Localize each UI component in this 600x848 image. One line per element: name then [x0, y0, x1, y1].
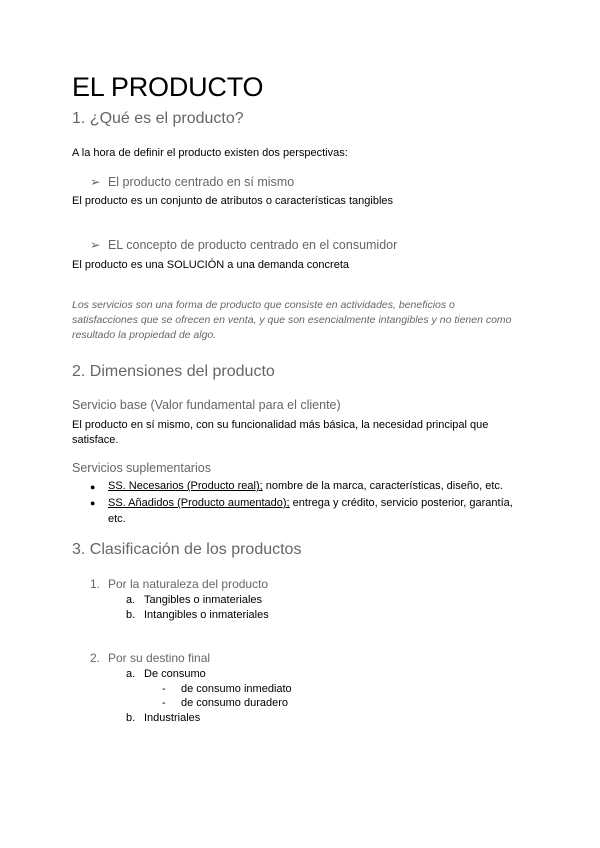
bullet-1-label: SS. Necesarios (Producto real); — [108, 480, 263, 492]
base-service-heading: Servicio base (Valor fundamental para el cliente) — [72, 398, 341, 412]
classification-2a-text: De consumo — [144, 668, 206, 680]
classification-2b-text: Industriales — [144, 712, 201, 724]
list-letter: a. — [126, 668, 136, 680]
bullet-icon: ● — [90, 498, 96, 508]
list-number: 1. — [90, 577, 101, 591]
list-letter: b. — [126, 609, 136, 621]
list-number: 2. — [90, 651, 101, 665]
perspective-2-label: EL concepto de producto centrado en el consumidor — [107, 238, 398, 252]
classification-1b-text: Intangibles o inmateriales — [144, 609, 269, 621]
arrow-icon: ➢ — [90, 175, 101, 189]
perspective-2-heading — [90, 237, 397, 252]
base-service-text: El producto en sí mismo, con su funcionalidad más básica, la necesidad principal que satisface. — [72, 419, 489, 446]
bullet-2-text: entrega y crédito, servicio posterior, garantía, etc. — [108, 497, 513, 525]
perspective-1-heading — [90, 174, 294, 189]
bullet-item-2 — [108, 496, 528, 527]
classification-1a-text: Tangibles o inmateriales — [144, 594, 263, 606]
document-title: EL PRODUCTO — [72, 72, 264, 102]
classification-2-label: Por su destino final — [108, 651, 211, 665]
dash-icon: - — [162, 683, 166, 695]
classification-1-label: Por la naturaleza del producto — [108, 577, 269, 591]
list-letter: a. — [126, 594, 136, 606]
perspective-2-text: El producto es una SOLUCIÓN a una demanda concreta — [72, 259, 349, 271]
consumption-immediate-text: de consumo inmediato — [181, 683, 292, 695]
bullet-1-text: nombre de la marca, características, diseño, etc. — [262, 480, 503, 492]
supplementary-heading: Servicios suplementarios — [72, 461, 211, 475]
bullet-2-label: SS. Añadidos (Producto aumentado); — [108, 497, 290, 509]
services-note: Los servicios son una forma de producto que consiste en actividades, beneficios o satisfacciones que se ofrecen en venta, y que son esencialmente intangibles y no tienen como resultado la propiedad de algo. — [72, 299, 512, 341]
section-1-intro: A la hora de definir el producto existen dos perspectivas: — [72, 147, 348, 159]
consumption-durable-text: de consumo duradero — [181, 697, 289, 709]
section-3-heading: 3. Clasificación de los productos — [72, 541, 302, 558]
section-1-heading: 1. ¿Qué es el producto? — [72, 110, 244, 127]
bullet-icon: ● — [90, 482, 96, 492]
section-2-heading: 2. Dimensiones del producto — [72, 363, 275, 380]
arrow-icon: ➢ — [90, 238, 101, 252]
list-letter: b. — [126, 712, 136, 724]
perspective-1-label: El producto centrado en sí mismo — [107, 175, 295, 189]
perspective-1-text: El producto es un conjunto de atributos o características tangibles — [72, 195, 394, 207]
bullet-item-1 — [108, 480, 503, 492]
dash-icon: - — [162, 697, 166, 709]
